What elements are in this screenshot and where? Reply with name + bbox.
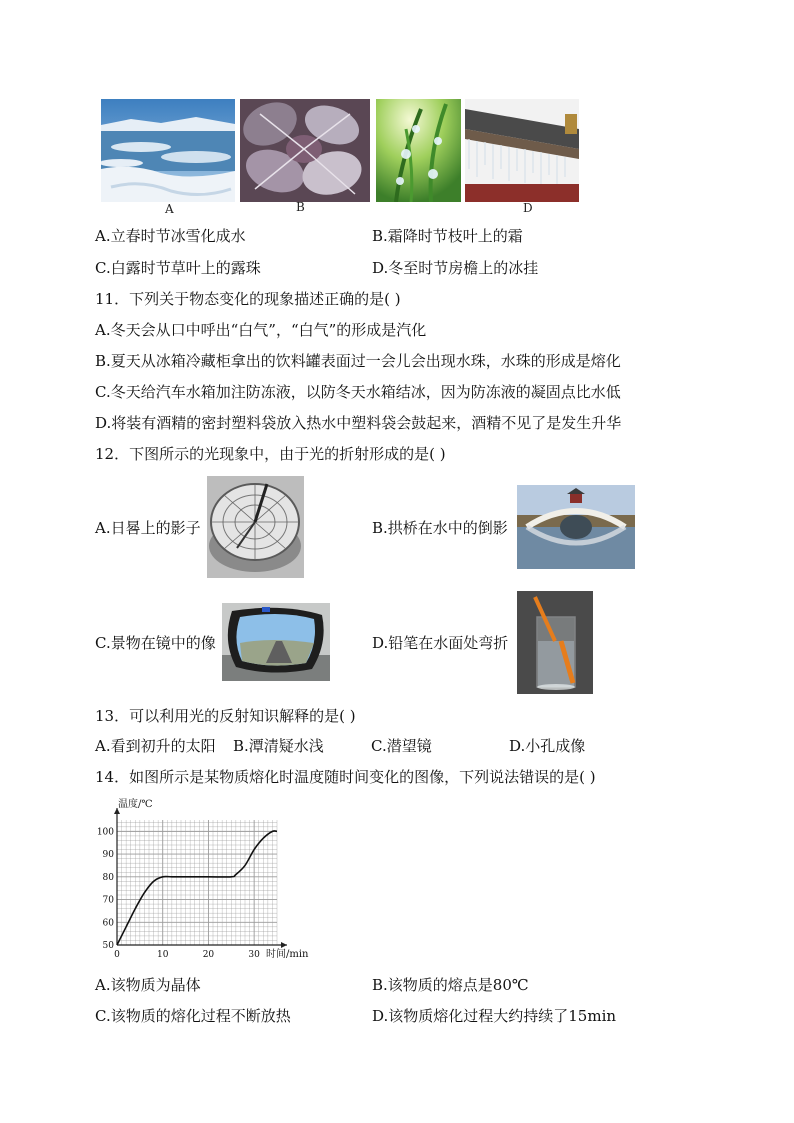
arch-bridge-photo <box>517 485 635 569</box>
pencil-in-water-photo <box>517 591 593 694</box>
icicle-eaves-photo <box>465 99 579 202</box>
image-caption-a: A <box>165 202 174 216</box>
y-tick-label: 70 <box>102 895 114 906</box>
y-tick-label: 100 <box>96 827 114 838</box>
y-tick-label: 50 <box>102 941 114 951</box>
melting-temperature-chart <box>90 795 320 965</box>
x-axis-arrow <box>281 942 287 948</box>
q11-question: 11．下列关于物态变化的现象描述正确的是( ) <box>95 290 401 308</box>
y-axis-label: 温度/℃ <box>118 799 153 810</box>
q13-option-c[interactable]: C.潜望镜 <box>371 737 432 755</box>
y-tick-label: 80 <box>102 872 114 883</box>
q11-option-d[interactable]: D.将装有酒精的密封塑料袋放入热水中塑料袋会鼓起来，酒精不见了是发生升华 <box>95 414 622 432</box>
q12-question: 12．下图所示的光现象中，由于光的折射形成的是( ) <box>95 445 446 463</box>
x-tick-label: 0 <box>114 950 120 960</box>
q10-option-a[interactable]: A.立春时节冰雪化成水 <box>95 227 246 245</box>
q14-option-c[interactable]: C.该物质的熔化过程不断放热 <box>95 1007 291 1025</box>
q10-option-c[interactable]: C.白露时节草叶上的露珠 <box>95 259 261 277</box>
q12-option-d[interactable]: D.铅笔在水面处弯折 <box>372 634 509 652</box>
q14-option-a[interactable]: A.该物质为晶体 <box>95 976 201 994</box>
image-caption-d: D <box>523 201 533 215</box>
q14-option-d[interactable]: D.该物质熔化过程大约持续了15min <box>372 1007 617 1025</box>
q11-option-c[interactable]: C.冬天给汽车水箱加注防冻液，以防冬天水箱结冰，因为防冻液的凝固点比水低 <box>95 383 621 401</box>
x-axis-label: 时间/min <box>266 949 309 960</box>
sundial-photo <box>207 476 304 578</box>
ice-melting-photo <box>101 99 235 202</box>
image-caption-b: B <box>296 200 305 214</box>
frost-leaves-photo <box>240 99 370 202</box>
q13-option-b[interactable]: B.潭清疑水浅 <box>233 737 324 755</box>
q12-option-a[interactable]: A.日晷上的影子 <box>95 519 201 537</box>
x-tick-label: 30 <box>248 950 260 960</box>
x-tick-label: 10 <box>156 950 169 960</box>
q11-option-b[interactable]: B.夏天从冰箱冷藏柜拿出的饮料罐表面过一会儿会出现水珠，水珠的形成是熔化 <box>95 352 621 370</box>
dew-grass-photo <box>376 99 461 202</box>
q10-option-d[interactable]: D.冬至时节房檐上的冰挂 <box>372 259 539 277</box>
q14-question: 14．如图所示是某物质熔化时温度随时间变化的图像，下列说法错误的是( ) <box>95 768 596 786</box>
car-mirror-photo <box>222 603 330 681</box>
temperature-curve <box>117 831 277 945</box>
y-tick-label: 60 <box>102 918 114 929</box>
x-tick-label: 20 <box>202 950 215 960</box>
q13-option-a[interactable]: A.看到初升的太阳 <box>95 737 216 755</box>
q12-option-b[interactable]: B.拱桥在水中的倒影 <box>372 519 508 537</box>
q10-option-b[interactable]: B.霜降时节枝叶上的霜 <box>372 227 523 245</box>
q12-option-c[interactable]: C.景物在镜中的像 <box>95 634 216 652</box>
y-tick-label: 90 <box>102 850 114 861</box>
q13-option-d[interactable]: D.小孔成像 <box>509 737 586 755</box>
q13-question: 13．可以利用光的反射知识解释的是( ) <box>95 707 356 725</box>
q11-option-a[interactable]: A.冬天会从口中呼出“白气”，“白气”的形成是汽化 <box>95 321 427 339</box>
q14-option-b[interactable]: B.该物质的熔点是80℃ <box>372 976 529 994</box>
